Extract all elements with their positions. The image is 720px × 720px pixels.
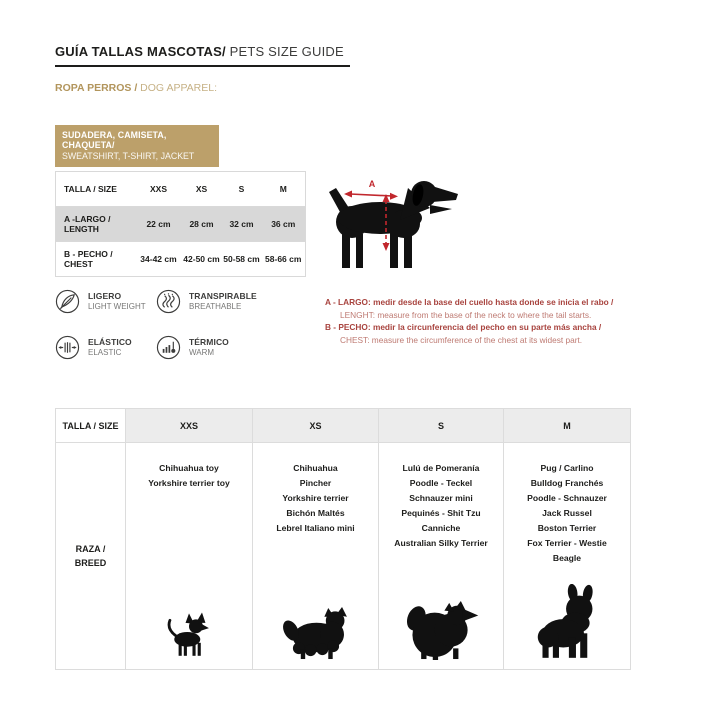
breed-cell-s [379,443,504,670]
feature-warm [156,335,229,360]
feature-breathable-label-en: BREATHABLE [189,302,242,311]
feature-warm-label-en: WARM [189,348,215,357]
feature-breathable [156,289,257,314]
note-chest-es: B - PECHO: medir la circunferencia del pecho en su parte más ancha / [325,322,602,332]
french-bulldog-silhouette [534,584,600,660]
feather-icon [55,289,80,314]
breed-name: Yorkshire terrier toy [148,478,230,488]
chest-xs: 42-50 cm [182,242,222,277]
breed-name: Bichón Maltés [286,508,345,518]
breed-name: Pug / Carlino [540,463,594,473]
size-table-header-m: M [262,172,306,207]
measuring-instructions [325,296,670,346]
breed-name: Poodle - Schnauzer [527,493,607,503]
chest-s: 50-58 cm [222,242,262,277]
size-table-header-row [56,172,306,207]
breed-name: Chihuahua [293,463,338,473]
feature-elastic-label-en: ELASTIC [88,348,122,357]
breed-header-talla: TALLA / SIZE [56,409,126,443]
section-subtitle [55,82,217,94]
thermometer-icon [156,335,181,360]
breathable-icon [156,289,181,314]
breed-row-label: RAZA / BREED [56,443,126,670]
chest-row-label: B - PECHO / CHEST [56,242,136,277]
length-xs: 28 cm [182,207,222,242]
category-line-en: SWEATSHIRT, T-SHIRT, JACKET [62,151,195,161]
garment-category-box [55,125,219,167]
note-length-es: A - LARGO: medir desde la base del cuello hasta donde se inicia el rabo / [325,297,614,307]
note-chest-en: CHEST: measure the circumference of the chest at its widest part. [340,334,583,345]
breed-cell-xxs [126,443,253,670]
length-row [56,207,306,242]
breed-list-xxs [127,444,251,491]
breed-size-table [55,408,631,670]
length-m: 36 cm [262,207,306,242]
feature-lightweight-label-en: LIGHT WEIGHT [88,302,146,311]
page-title-en: PETS SIZE GUIDE [225,44,344,59]
breed-name: Schnauzer mini [409,493,473,503]
breed-name: Jack Russel [542,508,592,518]
category-line-es: SUDADERA, CAMISETA, CHAQUETA/ [62,130,167,150]
pomeranian-silhouette [399,600,483,660]
length-xxs: 22 cm [136,207,182,242]
breed-table-header-row [56,409,631,443]
chihuahua-silhouette [163,610,215,660]
breed-header-xxs: XXS [126,409,253,443]
breed-name: Beagle [552,553,582,563]
size-table-header-xxs: XXS [136,172,182,207]
breed-header-m: M [504,409,631,443]
breed-header-s: S [379,409,504,443]
chest-row [56,242,306,277]
breed-table-body-row [56,443,631,670]
measuring-diagram-dog-silhouette [328,172,464,272]
breed-list-m [505,444,629,566]
size-table-header-s: S [222,172,262,207]
breed-name: Australian Silky Terrier [394,538,488,548]
breed-name: Pincher [299,478,332,488]
yorkshire-terrier-silhouette [279,606,353,660]
breed-name: Chihuahua toy [159,463,219,473]
breed-name: Bulldog Franchés [530,478,604,488]
breed-name: Canniche [421,523,461,533]
breed-name: Yorkshire terrier [282,493,349,503]
page-title [55,44,350,67]
breed-cell-m [504,443,631,670]
breed-cell-xs [253,443,379,670]
feature-elastic-label-es: ELÁSTICO [88,337,132,347]
size-table-header-talla: TALLA / SIZE [56,172,136,207]
breed-list-s [380,444,502,551]
feature-breathable-label-es: TRANSPIRABLE [189,291,257,301]
feature-elastic [55,335,132,360]
breed-list-xs [254,444,377,536]
breed-name: Poodle - Teckel [409,478,473,488]
breed-name: Lebrel Italiano mini [276,523,355,533]
subtitle-en: DOG APPAREL: [137,82,218,94]
length-s: 32 cm [222,207,262,242]
breed-name: Boston Terrier [537,523,597,533]
chest-m: 58-66 cm [262,242,306,277]
breed-name: Fox Terrier - Westie [527,538,607,548]
length-row-label: A -LARGO / LENGTH [56,207,136,242]
label-a: A [368,179,376,189]
page-title-es: GUÍA TALLAS MASCOTAS/ [55,44,226,59]
note-length-en: LENGHT: measure from the base of the neck to where the tail starts. [340,309,592,320]
breed-header-xs: XS [253,409,379,443]
size-table-header-xs: XS [182,172,222,207]
elastic-icon [55,335,80,360]
chest-xxs: 34-42 cm [136,242,182,277]
feature-lightweight-label-es: LIGERO [88,291,122,301]
size-measurements-table [55,171,306,277]
breed-name: Pequinés - Shit Tzu [401,508,481,518]
feature-lightweight [55,289,146,314]
subtitle-es: ROPA PERROS / [55,82,138,94]
breed-name: Lulú de Pomeranía [402,463,480,473]
feature-warm-label-es: TÉRMICO [189,337,229,347]
